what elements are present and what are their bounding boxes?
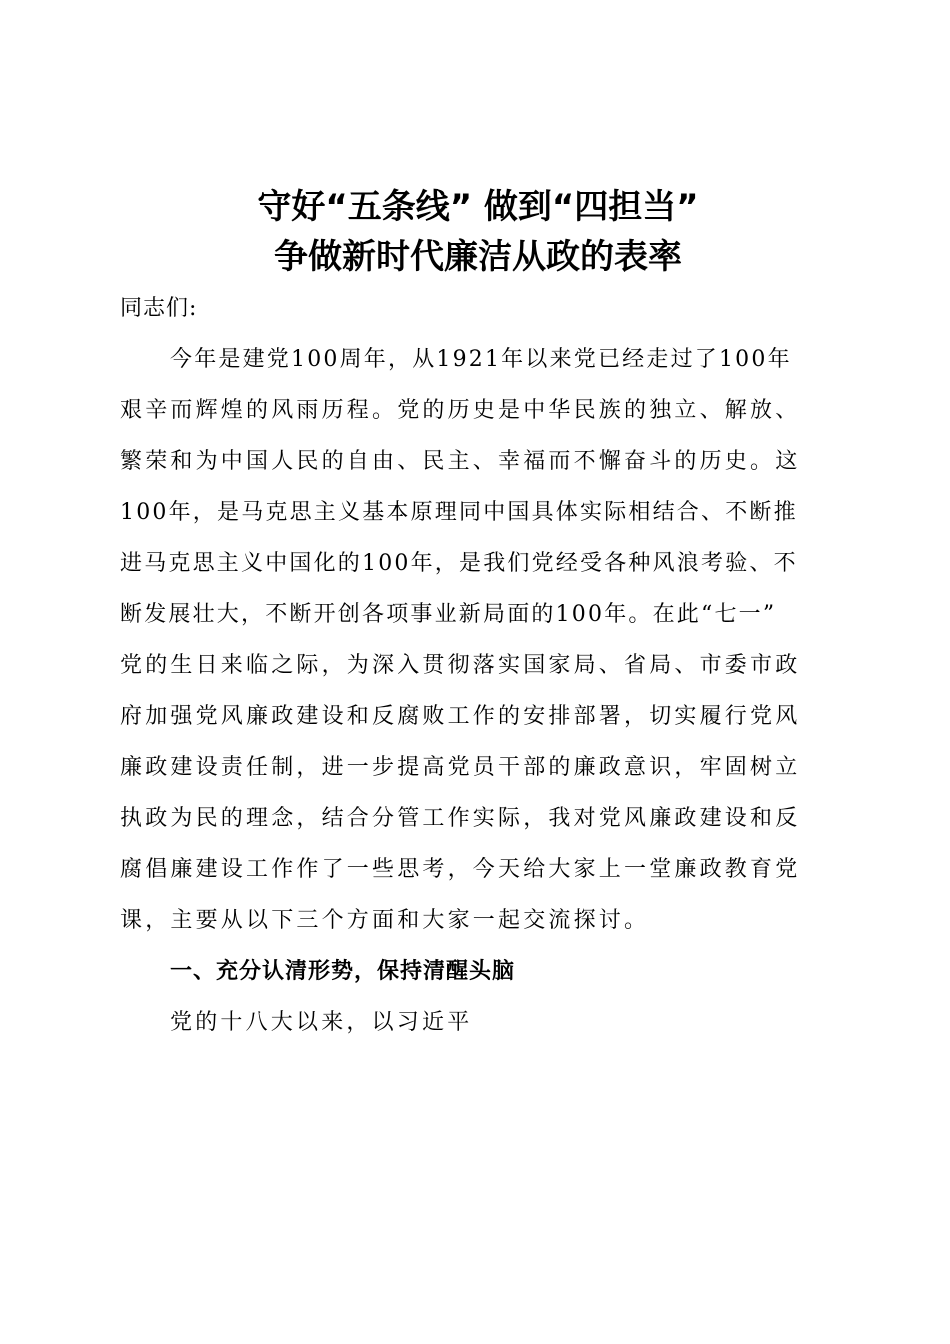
paragraph-line: 府加强党风廉政建设和反腐败工作的安排部署，切实履行党风 (120, 704, 801, 729)
paragraph-line: 100年，是马克思主义基本原理同中国具体实际相结合、不断推 (120, 500, 798, 525)
title-line-2: 争做新时代廉洁从政的表率 (274, 237, 682, 277)
section-heading: 一、充分认清形势，保持清醒头脑 (170, 959, 516, 984)
paragraph-line: 廉政建设责任制，进一步提高党员干部的廉政意识，牢固树立 (120, 755, 801, 780)
document-title (0, 182, 950, 282)
paragraph-line: 断发展壮大，不断开创各项事业新局面的100年。在此“七一” (120, 602, 777, 627)
paragraph-line: 执政为民的理念，结合分管工作实际，我对党风廉政建设和反 (120, 806, 801, 831)
paragraph-line: 腐倡廉建设工作作了一些思考，今天给大家上一堂廉政教育党 (120, 857, 801, 882)
paragraph-line: 繁荣和为中国人民的自由、民主、幸福而不懈奋斗的历史。这 (120, 449, 801, 474)
paragraph-line: 今年是建党100周年，从1921年以来党已经走过了100年 (170, 347, 792, 372)
paragraph-line: 党的生日来临之际，为深入贯彻落实国家局、省局、市委市政 (120, 653, 801, 678)
paragraph-line: 艰辛而辉煌的风雨历程。党的历史是中华民族的独立、解放、 (120, 398, 801, 423)
document-body (120, 283, 832, 1048)
paragraph-line: 课，主要从以下三个方面和大家一起交流探讨。 (120, 908, 650, 933)
paragraph-line: 党的十八大以来，以习近平 (170, 1010, 473, 1035)
salutation: 同志们: (120, 296, 198, 321)
title-line-1: 守好“五条线” 做到“四担当” (257, 187, 699, 227)
paragraph-line: 进马克思主义中国化的100年，是我们党经受各种风浪考验、不 (120, 551, 798, 576)
